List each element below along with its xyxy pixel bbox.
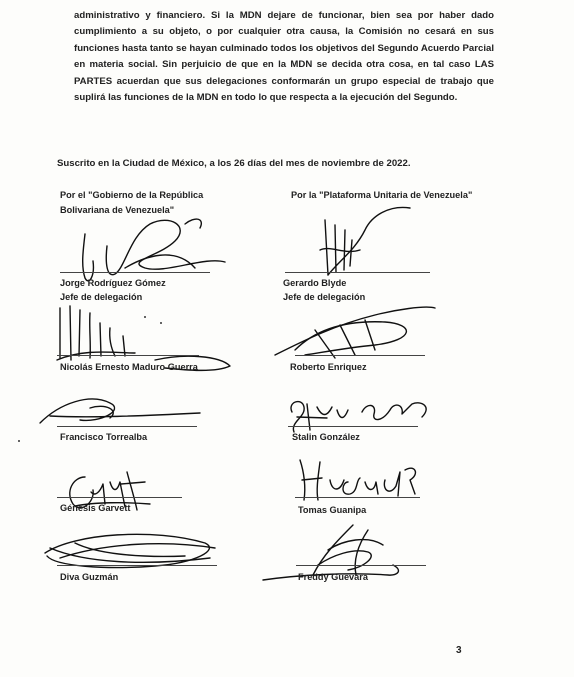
page-number: 3 (456, 645, 462, 656)
signature-line (57, 497, 182, 498)
signature-line (57, 355, 199, 356)
signature-line (285, 272, 430, 273)
paragraph-bold: MDN (290, 59, 313, 71)
signatory-name: Diva Guzmán (60, 572, 119, 582)
paragraph-text: acuerdan que sus delegaciones conformarán un grupo especial de trabajo que suplirá las funciones de la (74, 75, 494, 104)
paragraph-text: dejare de funcionar, bien sea por haber dado cumplimiento a su objeto, o por cualquier otra causa, la Comisión no cesará en sus funciones hasta tanto se hayan culminado todos los objetivos del Segundo Acuerdo Parcial en materia social. Sin perjuicio de que en la (74, 10, 494, 71)
signature-guzman (35, 528, 225, 573)
signature-guanipa (290, 452, 440, 507)
ink-mark (18, 440, 20, 442)
signature-line (295, 497, 420, 498)
signing-place-date: Suscrito en la Ciudad de México, a los 26 días del mes de noviembre de 2022. (57, 158, 411, 169)
signatory-role: Jefe de delegación (283, 292, 366, 302)
signatory-name: Freddy Guevara (298, 572, 368, 582)
signature-line (296, 565, 426, 566)
signatory-name: Stalin González (292, 432, 360, 442)
paragraph-bold: LAS PARTES (74, 59, 494, 87)
signature-line (57, 565, 217, 566)
paragraph-text: se decida otra cosa, en tal caso (312, 59, 475, 71)
ink-mark (160, 322, 162, 324)
left-party-line2: Bolivariana de Venezuela" (60, 204, 175, 215)
signatory-name: Francisco Torrealba (60, 432, 148, 442)
paragraph-text: administrativo y financiero. Si la (74, 10, 240, 21)
signature-line (60, 272, 210, 273)
signature-garvett (55, 462, 175, 522)
ink-mark (144, 316, 146, 318)
right-party-line1: Por la "Plataforma Unitaria de Venezuela" (291, 190, 473, 200)
paragraph-text: en todo lo que respecta a la ejecución del Segundo. (218, 92, 458, 104)
left-party-line1: Por el "Gobierno de la República (60, 190, 204, 200)
signature-line (57, 426, 197, 427)
signature-line (288, 426, 418, 427)
signature-blyde (300, 200, 430, 290)
signatory-role: Jefe de delegación (60, 292, 143, 302)
signatory-name: Gerardo Blyde (283, 278, 347, 288)
signatory-name: Nicolás Ernesto Maduro Guerra (60, 362, 198, 372)
signatory-name: Roberto Enriquez (290, 362, 367, 372)
paragraph-bold: MDN (196, 92, 219, 104)
signatory-name: Jorge Rodríguez Gómez (60, 278, 166, 288)
signatory-name: Tomas Guanipa (298, 505, 367, 515)
signature-torrealba (30, 388, 210, 438)
paragraph-bold: MDN (239, 10, 262, 21)
signature-line (295, 355, 425, 356)
closing-paragraph (74, 8, 494, 106)
signature-enriquez (265, 300, 445, 370)
signatory-name: Génesis Garvett (60, 503, 131, 513)
